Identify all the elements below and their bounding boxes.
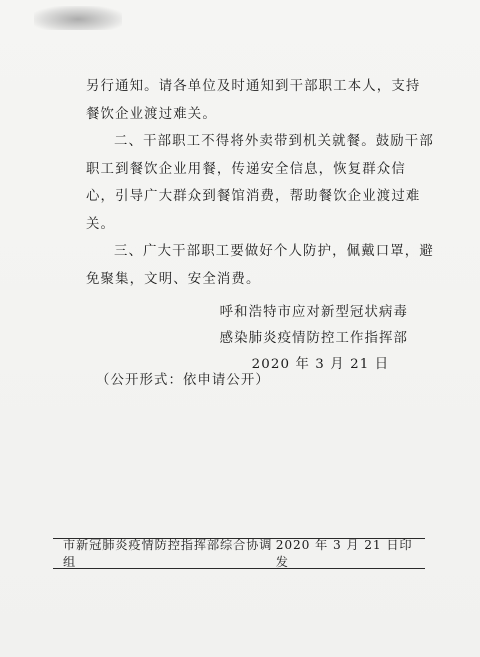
signature-date: 2020 年 3 月 21 日 [251, 357, 390, 372]
issuing-org-line-1: 呼和浩特市应对新型冠状病毒 [219, 305, 408, 320]
footer-row [63, 538, 419, 569]
disclosure-note: （公开形式：依申请公开） [96, 373, 270, 388]
document-body [86, 73, 434, 293]
footer-print-date: 2020 年 3 月 21 日印发 [275, 538, 413, 569]
paragraph-continuation: 另行通知。请各单位及时通知到干部职工本人，支持餐饮企业渡过难关。 [86, 79, 421, 122]
paragraph-item-3: 三、广大干部职工要做好个人防护，佩戴口罩，避免聚集，文明、安全消费。 [86, 244, 434, 287]
footer-issuer: 市新冠肺炎疫情防控指挥部综合协调组 [63, 538, 273, 569]
footer-bottom-rule [53, 568, 425, 569]
scan-smudge [34, 6, 122, 30]
issuing-org-line-2: 感染肺炎疫情防控工作指挥部 [219, 331, 408, 346]
paragraph-item-2: 二、干部职工不得将外卖带到机关就餐。鼓励干部职工到餐饮企业用餐，传递安全信息，恢复群众信心，引导广大群众到餐馆消费，帮助餐饮企业渡过难关。 [86, 134, 434, 232]
signature-block [220, 300, 408, 378]
